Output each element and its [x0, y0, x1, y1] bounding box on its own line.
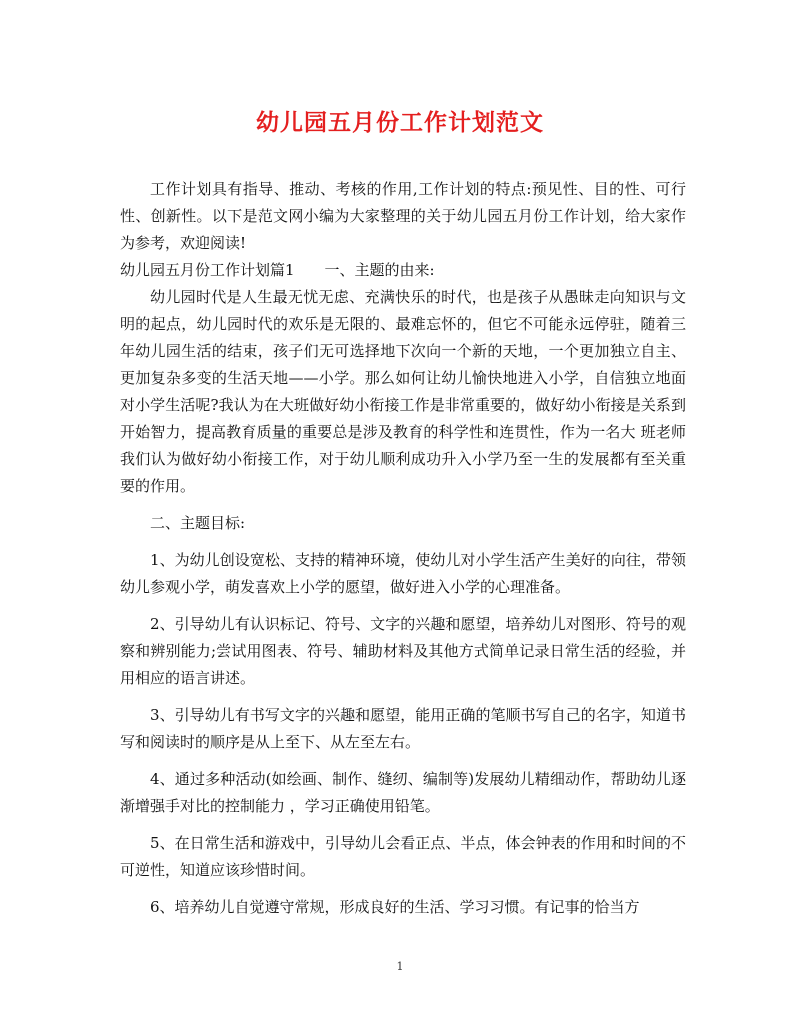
- goal-item: 1、为幼儿创设宽松、支持的精神环境，使幼儿对小学生活产生美好的向往，带领幼儿参观小学，萌发喜欢上小学的愿望，做好进入小学的心理准备。: [120, 551, 686, 596]
- page-number: 1: [396, 960, 404, 973]
- section-heading-origin: 幼儿园五月份工作计划篇1 一、主题的由来:: [120, 261, 435, 279]
- intro-paragraph: 工作计划具有指导、推动、考核的作用,工作计划的特点:预见性、目的性、可行性、创新性。以下是范文网小编为大家整理的关于幼儿园五月份工作计划，给大家作为参考，欢迎阅读!: [120, 180, 686, 252]
- section-body-origin: 幼儿园时代是人生最无忧无虑、充满快乐的时代，也是孩子从愚昧走向知识与文明的起点，幼儿园时代的欢乐是无限的、最难忘怀的，但它不可能永远停驻，随着三年幼儿园生活的结束，孩子们无可选择地下次向一个新的天地，一个更加独立自主、更加复杂多变的生活天地——小学。那么如何让幼儿愉快地进入小学，自信独立地面对小学生活呢?我认为在大班做好幼小衔接工作是非常重要的，做好幼小衔接是关系到开始智力，提高教育质量的重要总是涉及教育的科学性和连贯性，作为一名大 班老师我们认为做好幼小衔接工作，对于幼儿顺利成功升入小学乃至一生的发展都有至关重要的作用。: [120, 288, 686, 495]
- section-heading-goals: 二、主题目标:: [150, 514, 246, 532]
- goal-item: 2、引导幼儿有认识标记、符号、文字的兴趣和愿望，培养幼儿对图形、符号的观察和辨别能力;尝试用图表、符号、辅助材料及其他方式简单记录日常生活的经验，并用相应的语言讲述。: [120, 615, 686, 687]
- goal-item: 3、引导幼儿有书写文字的兴趣和愿望，能用正确的笔顺书写自己的名字，知道书写和阅读时的顺序是从上至下、从左至左右。: [120, 706, 686, 751]
- goal-item: 6、培养幼儿自觉遵守常规，形成良好的生活、学习习惯。有记事的恰当方: [150, 898, 640, 916]
- goal-item: 5、在日常生活和游戏中，引导幼儿会看正点、半点，体会钟表的作用和时间的不可逆性，知道应该珍惜时间。: [120, 834, 686, 879]
- goal-item: 4、通过多种活动(如绘画、制作、缝纫、编制等)发展幼儿精细动作，帮助幼儿逐渐增强手对比的控制能力 ，学习正确使用铅笔。: [120, 770, 686, 815]
- document-body: [120, 176, 686, 921]
- page-title: 幼儿园五月份工作计划范文: [256, 109, 544, 136]
